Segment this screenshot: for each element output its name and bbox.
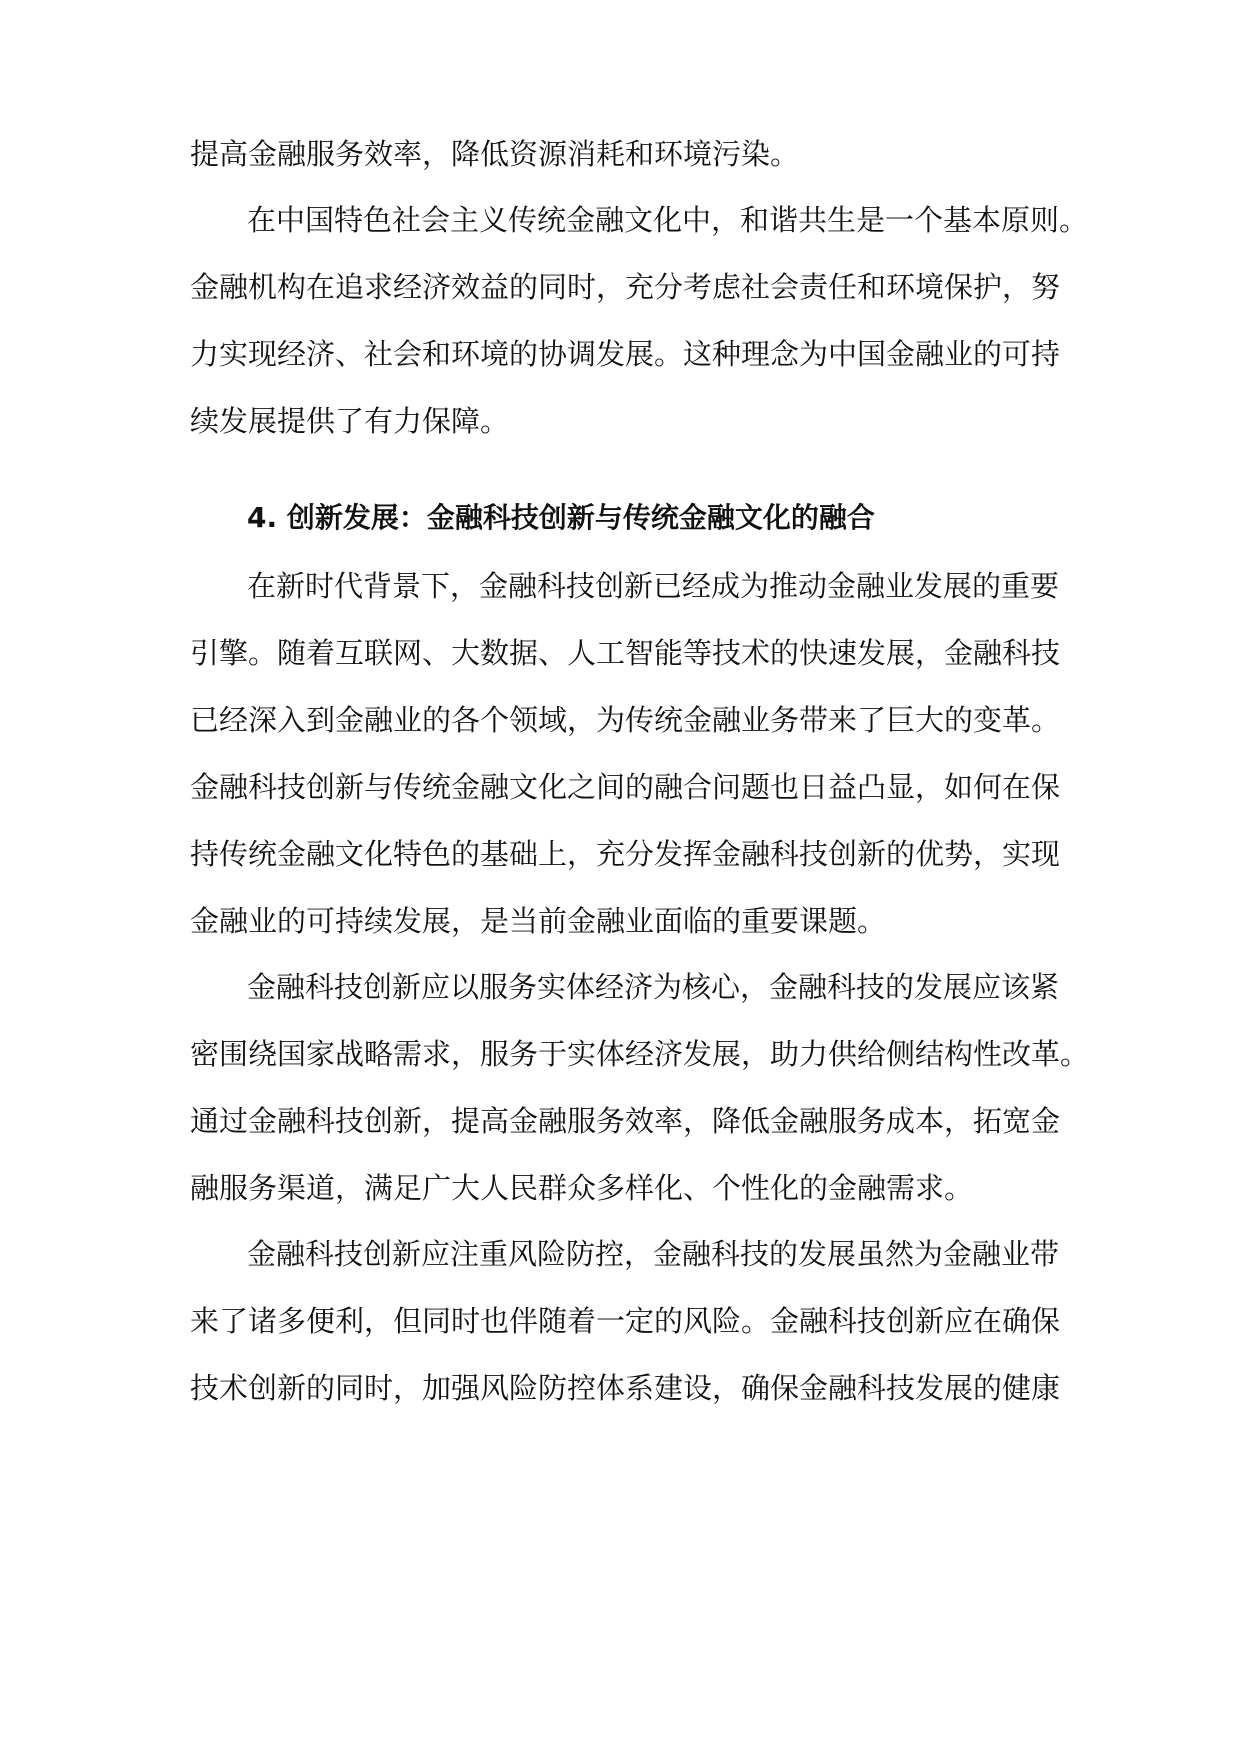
paragraph-line: 技术创新的同时，加强风险防控体系建设，确保金融科技发展的健康 xyxy=(190,1371,1061,1405)
paragraph-line: 在新时代背景下，金融科技创新已经成为推动金融业发展的重要 xyxy=(247,569,1060,603)
paragraph-line: 引擎。随着互联网、大数据、人工智能等技术的快速发展，金融科技 xyxy=(190,636,1061,670)
paragraph-line: 力实现经济、社会和环境的协调发展。这种理念为中国金融业的可持 xyxy=(190,337,1061,371)
paragraph-line: 通过金融科技创新，提高金融服务效率，降低金融服务成本，拓宽金 xyxy=(190,1104,1061,1138)
paragraph-line: 金融科技创新与传统金融文化之间的融合问题也日益凸显，如何在保 xyxy=(190,770,1061,804)
paragraph-line: 提高金融服务效率，降低资源消耗和环境污染。 xyxy=(190,137,800,171)
paragraph-line: 金融科技创新应注重风险防控，金融科技的发展虽然为金融业带 xyxy=(247,1237,1060,1271)
paragraph-line: 融服务渠道，满足广大人民群众多样化、个性化的金融需求。 xyxy=(190,1171,974,1205)
paragraph-line: 在中国特色社会主义传统金融文化中，和谐共生是一个基本原则。 xyxy=(247,203,1089,237)
section-heading: 4. 创新发展：金融科技创新与传统金融文化的融合 xyxy=(247,501,875,534)
paragraph-line: 来了诸多便利，但同时也伴随着一定的风险。金融科技创新应在确保 xyxy=(190,1304,1061,1338)
paragraph-line: 金融科技创新应以服务实体经济为核心，金融科技的发展应该紧 xyxy=(247,970,1060,1004)
paragraph-line: 金融机构在追求经济效益的同时，充分考虑社会责任和环境保护，努 xyxy=(190,270,1061,304)
paragraph-line: 密围绕国家战略需求，服务于实体经济发展，助力供给侧结构性改革。 xyxy=(190,1037,1090,1071)
paragraph-line: 续发展提供了有力保障。 xyxy=(190,404,510,438)
paragraph-line: 持传统金融文化特色的基础上，充分发挥金融科技创新的优势，实现 xyxy=(190,837,1061,871)
paragraph-line: 已经深入到金融业的各个领域，为传统金融业务带来了巨大的变革。 xyxy=(190,703,1061,737)
paragraph-line: 金融业的可持续发展，是当前金融业面临的重要课题。 xyxy=(190,904,887,938)
